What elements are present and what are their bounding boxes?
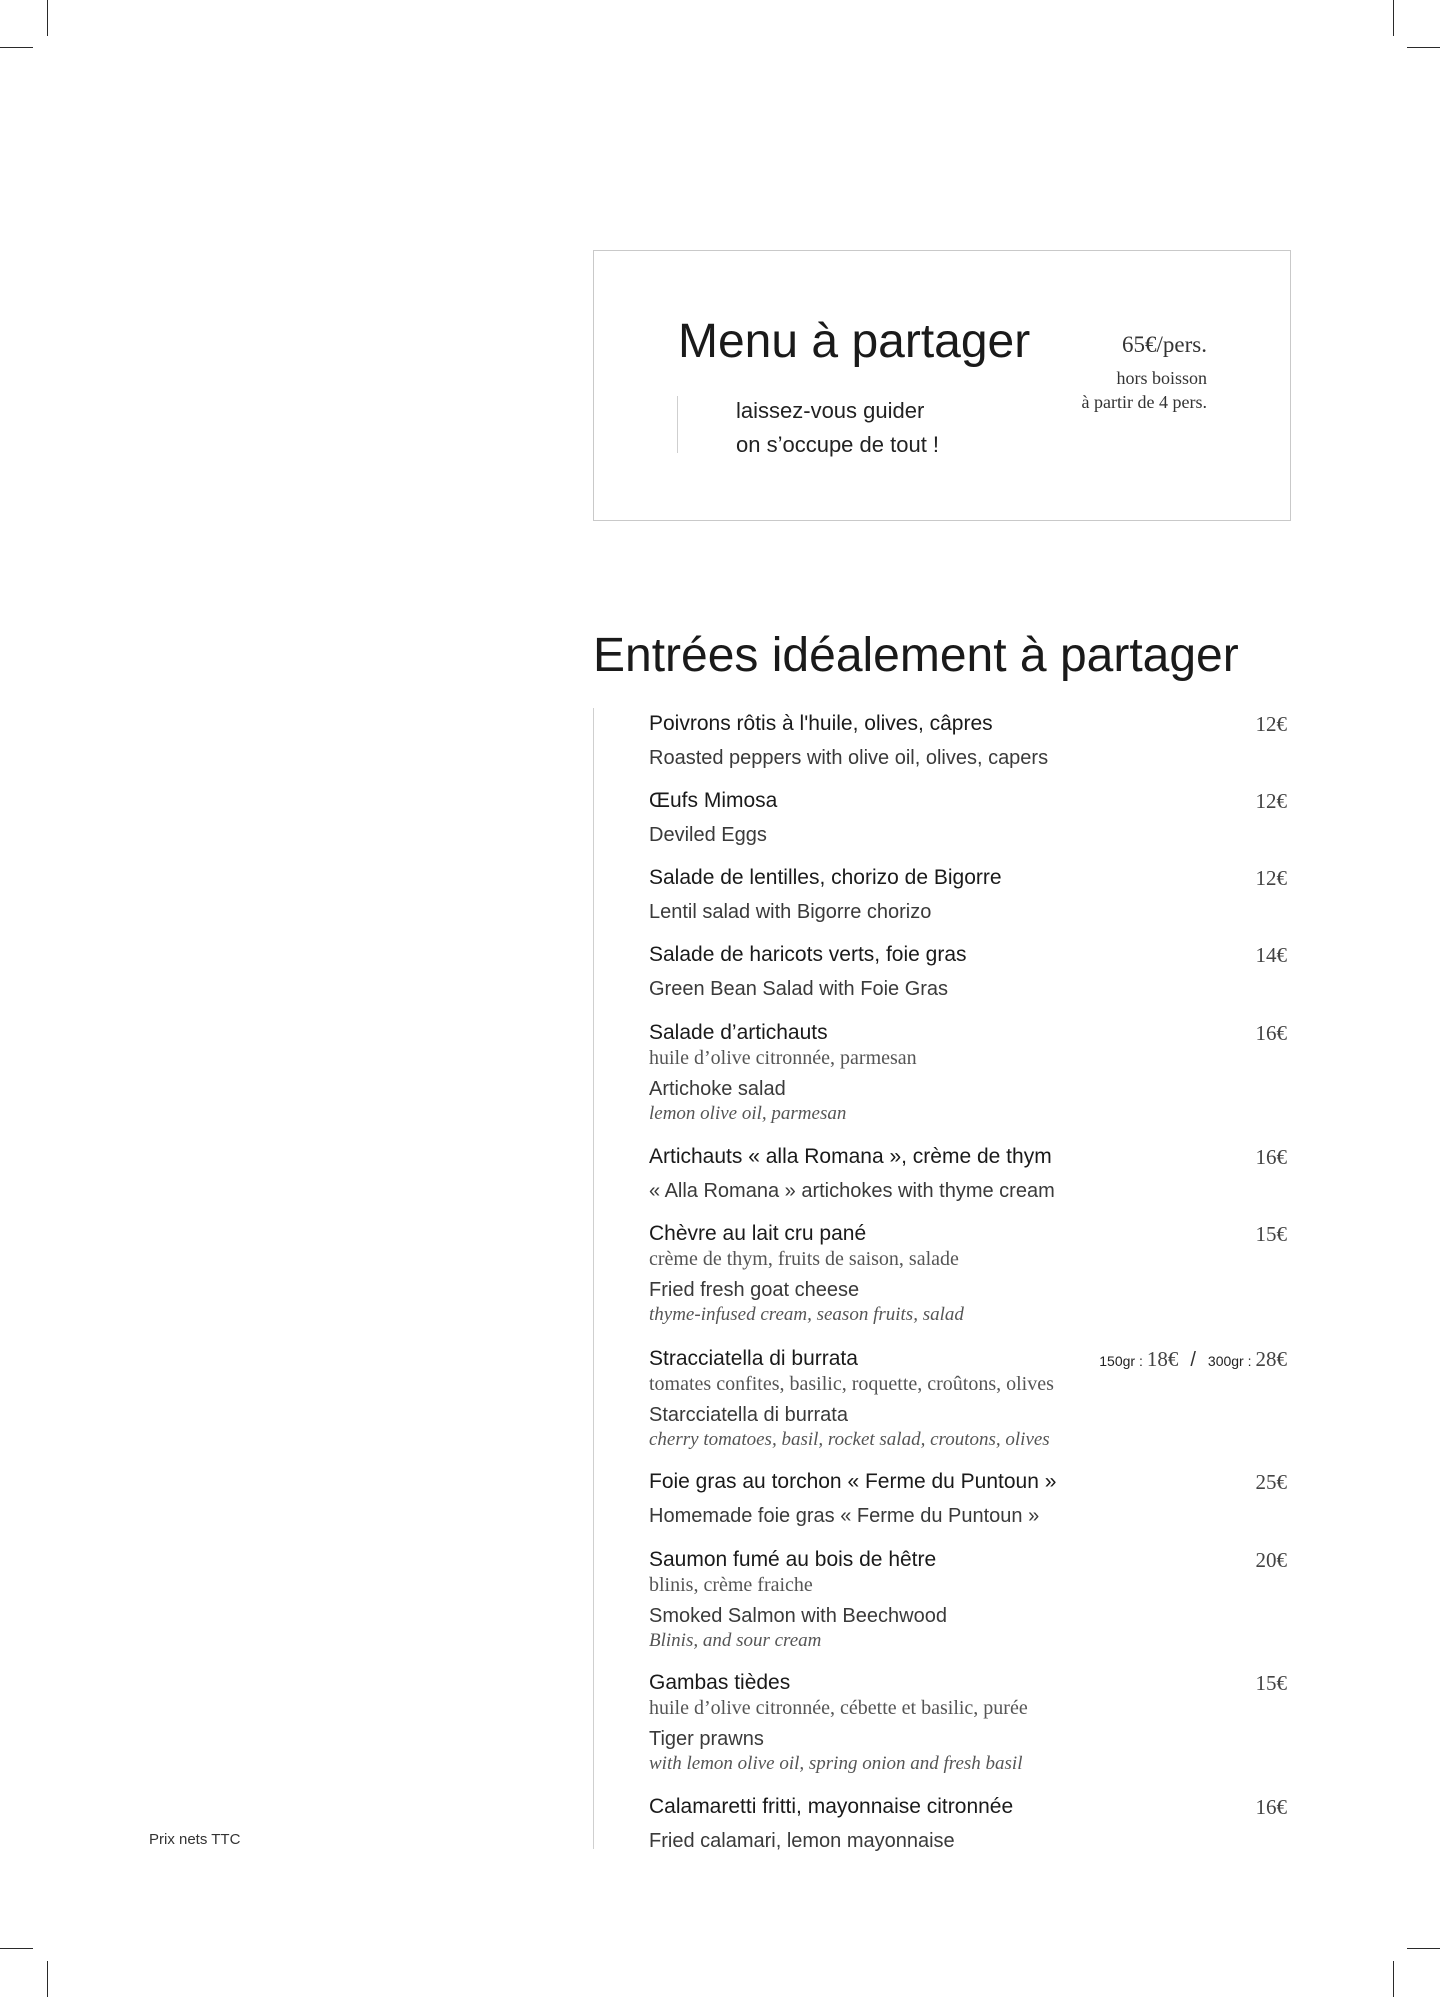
item-price: 16€ bbox=[1255, 1021, 1287, 1045]
item-name: Chèvre au lait cru pané bbox=[649, 1222, 867, 1245]
item-english-detail: thyme-infused cream, season fruits, salad bbox=[649, 1304, 964, 1325]
portion-small-label: 150gr : bbox=[1099, 1353, 1143, 1369]
item-english: Lentil salad with Bigorre chorizo bbox=[649, 901, 932, 923]
crop-mark-top-left-horizontal bbox=[0, 47, 33, 48]
portion-large-price: 28€ bbox=[1255, 1347, 1287, 1371]
item-detail: blinis, crème fraiche bbox=[649, 1574, 813, 1596]
item-name: Calamaretti fritti, mayonnaise citronnée bbox=[649, 1795, 1014, 1818]
crop-mark-top-right-horizontal bbox=[1407, 47, 1440, 48]
tagline-accent-bar bbox=[677, 396, 678, 453]
item-price: 16€ bbox=[1255, 1145, 1287, 1169]
item-name: Salade de haricots verts, foie gras bbox=[649, 943, 967, 966]
item-name: Salade d’artichauts bbox=[649, 1021, 828, 1044]
shared-menu-box bbox=[593, 250, 1291, 521]
shared-menu-title: Menu à partager bbox=[678, 315, 1031, 368]
item-english-detail: Blinis, and sour cream bbox=[649, 1630, 822, 1651]
item-detail: huile d’olive citronnée, cébette et basilic, purée bbox=[649, 1697, 1028, 1719]
shared-menu-price-block bbox=[1082, 331, 1207, 413]
section-title: Entrées idéalement à partager bbox=[593, 629, 1239, 682]
item-price: 15€ bbox=[1255, 1222, 1287, 1246]
prices-note: Prix nets TTC bbox=[149, 1831, 241, 1848]
item-name: Foie gras au torchon « Ferme du Puntoun » bbox=[649, 1470, 1057, 1493]
item-detail: crème de thym, fruits de saison, salade bbox=[649, 1248, 959, 1270]
item-price: 20€ bbox=[1255, 1548, 1287, 1572]
item-price: 16€ bbox=[1255, 1795, 1287, 1819]
menu-item bbox=[649, 1218, 1287, 1326]
menu-item bbox=[649, 1791, 1287, 1857]
item-price: 12€ bbox=[1255, 712, 1287, 736]
item-price-options bbox=[1099, 1343, 1287, 1377]
item-english: Fried calamari, lemon mayonnaise bbox=[649, 1830, 955, 1852]
item-english-detail: cherry tomatoes, basil, rocket salad, croutons, olives bbox=[649, 1429, 1050, 1450]
item-english: « Alla Romana » artichokes with thyme cream bbox=[649, 1180, 1055, 1202]
shared-menu-price: 65€/pers. bbox=[1122, 332, 1207, 357]
crop-mark-bottom-left-vertical bbox=[47, 1961, 48, 1997]
item-price: 12€ bbox=[1255, 866, 1287, 890]
menu-item bbox=[649, 1343, 1287, 1451]
item-english-detail: lemon olive oil, parmesan bbox=[649, 1103, 847, 1124]
item-english: Smoked Salmon with Beechwood bbox=[649, 1605, 947, 1627]
menu-item bbox=[649, 1141, 1287, 1207]
item-price: 25€ bbox=[1255, 1470, 1287, 1494]
item-name: Salade de lentilles, chorizo de Bigorre bbox=[649, 866, 1002, 889]
menu-item bbox=[649, 1667, 1287, 1775]
crop-mark-bottom-right-horizontal bbox=[1407, 1948, 1440, 1949]
menu-item bbox=[649, 862, 1287, 928]
item-english: Roasted peppers with olive oil, olives, capers bbox=[649, 747, 1049, 769]
menu-item bbox=[649, 939, 1287, 1005]
item-price: 15€ bbox=[1255, 1671, 1287, 1695]
shared-menu-note-min-people: à partir de 4 pers. bbox=[1081, 392, 1207, 412]
item-name: Gambas tièdes bbox=[649, 1671, 791, 1694]
item-english: Deviled Eggs bbox=[649, 824, 767, 846]
crop-mark-top-left-vertical bbox=[47, 0, 48, 36]
shared-menu-note-drinks: hors boisson bbox=[1116, 368, 1207, 388]
shared-menu-tagline bbox=[736, 394, 939, 462]
crop-mark-top-right-vertical bbox=[1393, 0, 1394, 36]
menu-item bbox=[649, 785, 1287, 851]
item-name: Œufs Mimosa bbox=[649, 789, 778, 812]
item-name: Saumon fumé au bois de hêtre bbox=[649, 1548, 937, 1571]
menu-item bbox=[649, 708, 1287, 774]
portion-small-price: 18€ bbox=[1146, 1347, 1179, 1371]
item-price: 12€ bbox=[1255, 789, 1287, 813]
price-separator: / bbox=[1190, 1349, 1196, 1371]
menu-item bbox=[649, 1544, 1287, 1652]
crop-mark-bottom-left-horizontal bbox=[0, 1948, 33, 1949]
item-english: Homemade foie gras « Ferme du Puntoun » bbox=[649, 1505, 1040, 1527]
item-price: 14€ bbox=[1255, 943, 1287, 967]
item-name: Artichauts « alla Romana », crème de thym bbox=[649, 1145, 1052, 1168]
portion-large-label: 300gr : bbox=[1207, 1353, 1252, 1369]
tagline-line-2: on s’occupe de tout ! bbox=[736, 432, 940, 457]
item-detail: huile d’olive citronnée, parmesan bbox=[649, 1047, 917, 1069]
item-english: Green Bean Salad with Foie Gras bbox=[649, 978, 949, 1000]
item-english-detail: with lemon olive oil, spring onion and fresh basil bbox=[649, 1753, 1023, 1774]
menu-item bbox=[649, 1466, 1287, 1532]
tagline-line-1: laissez-vous guider bbox=[736, 398, 925, 423]
item-name: Stracciatella di burrata bbox=[649, 1347, 858, 1370]
item-name: Poivrons rôtis à l'huile, olives, câpres bbox=[649, 712, 993, 735]
item-english: Fried fresh goat cheese bbox=[649, 1279, 860, 1301]
list-divider-rule bbox=[593, 708, 594, 1849]
item-english: Tiger prawns bbox=[649, 1728, 764, 1750]
item-english: Starcciatella di burrata bbox=[649, 1404, 848, 1426]
menu-item bbox=[649, 1017, 1287, 1125]
crop-mark-bottom-right-vertical bbox=[1393, 1961, 1394, 1997]
item-english: Artichoke salad bbox=[649, 1078, 786, 1100]
item-detail: tomates confites, basilic, roquette, croûtons, olives bbox=[649, 1373, 1054, 1395]
